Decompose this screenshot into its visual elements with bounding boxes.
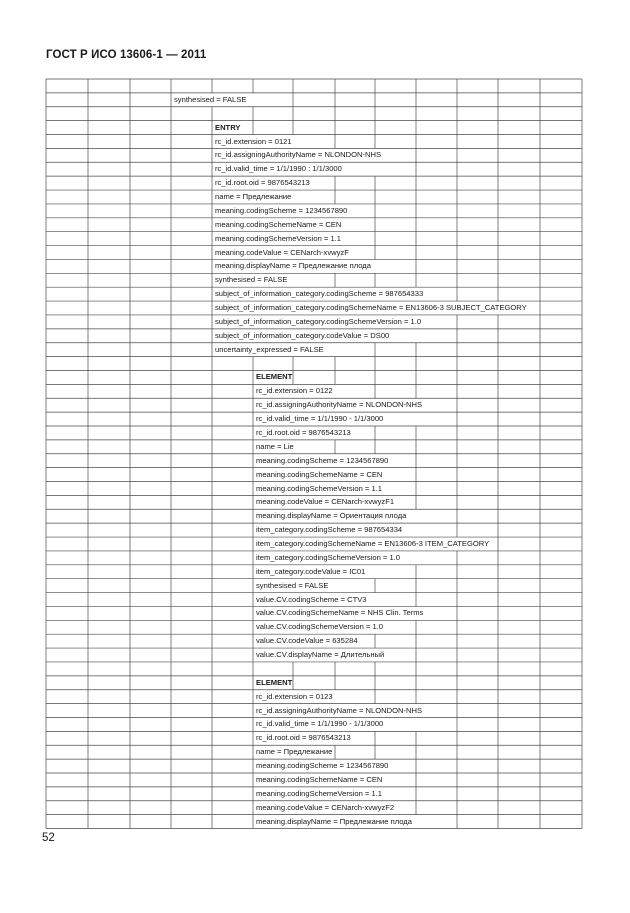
table-row-text: item_category.codeValue = IC01 — [256, 566, 366, 576]
table-row-text: rc_id.assigningAuthorityName = NLONDON-NHS — [256, 400, 423, 410]
table-row-text: synthesised = FALSE — [256, 580, 329, 590]
table-row-text: meaning.codingSchemeName = CEN — [215, 219, 342, 229]
table-row-text: meaning.displayName = Ориентация плода — [256, 511, 407, 521]
table-row-text: value.CV.codingScheme = CTV3 — [256, 594, 367, 604]
table-row-text: meaning.codingScheme = 1234567890 — [256, 761, 389, 771]
table-row-text: uncertainty_expressed = FALSE — [215, 344, 324, 354]
table-row-text: meaning.codingSchemeName = CEN — [256, 775, 383, 784]
table-row-text: synthesised = FALSE — [215, 275, 288, 285]
table-row-text: name = Lie — [256, 441, 294, 451]
section-heading: ELEMENT — [256, 677, 293, 687]
table-row-text: rc_id.valid_time = 1/1/1990 : 1/1/3000 — [215, 164, 342, 174]
table-row-text: rc_id.root.oid = 9876543213 — [256, 428, 351, 437]
table-row-text: meaning.codeValue = CENarch-xvwyzF2 — [256, 802, 395, 812]
table-row-text: value.CV.codingSchemeName = NHS Clin. Terms — [256, 608, 424, 618]
table-row-text: rc_id.assigningAuthorityName = NLONDON-NHS — [256, 705, 423, 715]
table-row-text: meaning.codingSchemeVersion = 1.1 — [256, 788, 383, 798]
table-row-text: synthesised = FALSE — [174, 94, 247, 104]
table-row-text: meaning.codingScheme = 1234567890 — [215, 205, 348, 215]
table-row-text: meaning.codingSchemeName = CEN — [256, 469, 383, 479]
table-row-text: rc_id.valid_time = 1/1/1990 - 1/1/3000 — [256, 414, 384, 424]
table-row-text: subject_of_information_category.codingSchemeVersion = 1.0 — [215, 316, 422, 326]
table-row-text: rc_id.extension = 0123 — [256, 691, 333, 701]
table-row-text: rc_id.valid_time = 1/1/1990 - 1/1/3000 — [256, 719, 384, 729]
table-row-text: item_category.codingSchemeName = EN13606-3 ITEM_CATEGORY — [256, 539, 490, 549]
section-heading: ENTRY — [215, 122, 241, 132]
table-row-text: meaning.codingScheme = 1234567890 — [256, 455, 389, 465]
table-row-text: rc_id.root.oid = 9876543213 — [215, 178, 310, 188]
table-row-text: meaning.codingSchemeVersion = 1.1 — [215, 233, 342, 243]
page-number: 52 — [42, 832, 55, 844]
table-row-text: value.CV.codingSchemeVersion = 1.0 — [256, 622, 383, 632]
table-row-text: value.CV.displayName = Длительный — [256, 650, 385, 660]
table-row-text: rc_id.root.oid = 9876543213 — [256, 733, 351, 743]
table-row-text: name = Предлежание — [215, 192, 292, 202]
table-row-text: meaning.codingSchemeVersion = 1.1 — [256, 483, 383, 493]
table-row-text: subject_of_information_category.codeValue = DS00 — [215, 330, 390, 340]
table-row-text: subject_of_information_category.codingScheme = 987654333 — [215, 289, 424, 299]
table-row-text: rc_id.assigningAuthorityName = NLONDON-NHS — [215, 150, 382, 160]
table-row-text: meaning.displayName = Предлежание плода — [256, 816, 412, 826]
table-row-text: name = Предлежание — [256, 747, 333, 757]
table-row-text: meaning.displayName = Предлежание плода — [215, 261, 371, 271]
table-row-text: item_category.codingScheme = 987654334 — [256, 525, 403, 535]
document-header: ГОСТ Р ИСО 13606-1 — 2011 — [46, 49, 207, 61]
table-row-text: meaning.codeValue = CENarch-xvwyzF — [215, 247, 349, 257]
table-row-text: value.CV.codeValue = 635284 — [256, 636, 358, 646]
table-row-text: rc_id.extension = 0121 — [215, 136, 292, 146]
section-heading: ELEMENT — [256, 372, 293, 382]
table-row-text: rc_id.extension = 0122 — [256, 386, 333, 396]
table-row-text: meaning.codeValue = CENarch-xvwyzF1 — [256, 497, 395, 507]
table-row-text: item_category.codingSchemeVersion = 1.0 — [256, 552, 401, 562]
table-row-text: subject_of_information_category.codingSchemeName = EN13606-3 SUBJECT_CATEGORY — [215, 303, 527, 313]
